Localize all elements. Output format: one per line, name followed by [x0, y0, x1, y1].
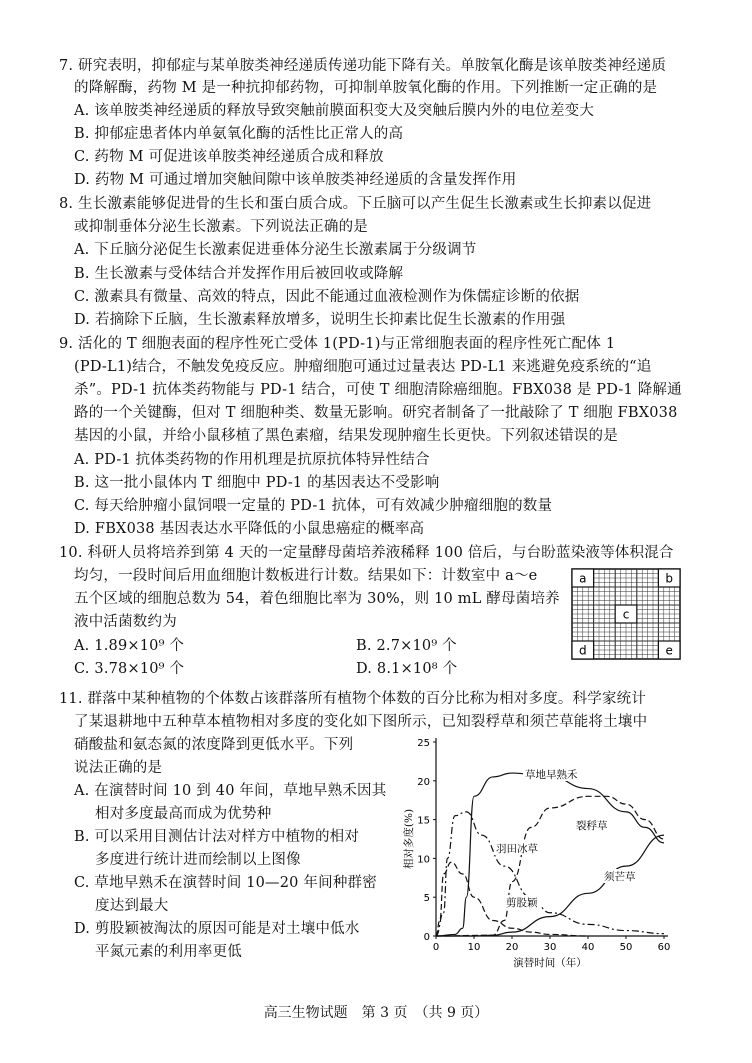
q11-option-c-line2: 度达到最大 [95, 898, 169, 914]
q7-stem-line2: 的降解酶，药物 M 是一种抗抑郁药物，可抑制单胺氧化酶的作用。下列推断一定正确的是 [74, 80, 658, 96]
q9-stem-line4: 路的一个关键酶，但对 T 细胞种类、数量无影响。研究者制备了一批敲除了 T 细胞 FBX038 [74, 405, 678, 421]
q11-option-d-line1: D. 剪股颖被淘汰的原因可能是对土壤中低水 [74, 921, 360, 937]
x-tick-label: 30 [543, 942, 557, 953]
q7-stem-line1: 7. 研究表明，抑郁症与某单胺类神经递质传递功能下降有关。单胺氧化酶是该单胺类神经递质 [59, 58, 667, 74]
q8-stem-line2: 或抑制垂体分泌生长激素。下列说法正确的是 [74, 219, 368, 235]
series-label-2: 羽田冰草 [496, 843, 538, 855]
q9-option-b: B. 这一批小鼠体内 T 细胞中 PD-1 的基因表达不受影响 [74, 475, 440, 491]
x-tick-label: 10 [467, 942, 481, 953]
y-axis-label: 相对多度(%) [403, 808, 415, 870]
q9-stem-line3: 杀”。PD-1 抗体类药物能与 PD-1 结合，可使 T 细胞清除癌细胞。FBX038 是 PD-1 降解通 [74, 382, 682, 398]
q10-option-d: D. 8.1×10⁸ 个 [356, 661, 458, 677]
y-tick-label: 20 [417, 776, 430, 788]
y-tick-label: 25 [417, 738, 430, 749]
q11-option-c-line1: C. 草地早熟禾在演替时间 10—20 年间种群密 [74, 875, 377, 891]
y-tick-label: 10 [417, 854, 430, 866]
q11-option-a-line1: A. 在演替时间 10 到 40 年间，草地早熟禾因其 [74, 783, 387, 799]
q11-option-b-line1: B. 可以采用目测估计法对样方中植物的相对 [74, 829, 360, 845]
q10-option-b: B. 2.7×10⁹ 个 [356, 638, 457, 654]
q10-option-a: A. 1.89×10⁹ 个 [74, 638, 185, 654]
x-tick-label: 40 [581, 942, 595, 953]
relative-abundance-chart [400, 734, 682, 974]
q9-option-a: A. PD-1 抗体类药物的作用机理是抗原抗体特异性结合 [74, 452, 430, 468]
q8-option-a: A. 下丘脑分泌促生长激素促进垂体分泌生长激素属于分级调节 [74, 242, 477, 258]
x-tick-label: 60 [657, 942, 671, 953]
series-label-3: 剪股颖 [506, 897, 538, 909]
q9-option-d: D. FBX038 基因表达水平降低的小鼠患癌症的概率高 [74, 521, 425, 537]
q11-option-d-line2: 平氮元素的利用率更低 [95, 944, 242, 960]
grid-label-d: d [578, 643, 587, 658]
q8-option-b: B. 生长激素与受体结合并发挥作用后被回收或降解 [74, 266, 404, 282]
q11-stem-line4: 说法正确的是 [74, 760, 163, 776]
q8-option-c: C. 激素具有微量、高效的特点，因此不能通过血液检测作为侏儒症诊断的依据 [74, 289, 580, 305]
q11-stem-line3: 硝酸盐和氨态氮的浓度降到更低水平。下列 [74, 737, 354, 753]
q7-option-a: A. 该单胺类神经递质的释放导致突触前膜面积变大及突触后膜内外的电位差变大 [74, 103, 595, 119]
q9-stem-line1: 9. 活化的 T 细胞表面的程序性死亡受体 1(PD-1)与正常细胞表面的程序性死亡配体 1 [59, 336, 616, 352]
series-line-0 [436, 773, 664, 936]
x-tick-label: 20 [505, 942, 519, 953]
q11-option-b-line2: 多度进行统计进而绘制以上图像 [95, 852, 301, 868]
series-label-1: 裂稃草 [576, 820, 608, 832]
q9-option-c: C. 每天给肿瘤小鼠饲喂一定量的 PD-1 抗体，可有效减少肿瘤细胞的数量 [74, 498, 553, 514]
q8-stem-line1: 8. 生长激素能够促进骨的生长和蛋白质合成。下丘脑可以产生促生长激素或生长抑素以促进 [59, 196, 652, 212]
q9-stem-line2: (PD-L1)结合，不触发免疫反应。肿瘤细胞可通过过量表达 PD-L1 来逃避免疫系统的“追 [74, 359, 652, 375]
q11-option-a-line2: 相对多度最高而成为优势种 [95, 806, 272, 822]
y-tick-label: 5 [423, 893, 430, 905]
q7-option-d: D. 药物 M 可通过增加突触间隙中该单胺类神经递质的含量发挥作用 [74, 172, 517, 188]
q8-option-d: D. 若摘除下丘脑，生长激素释放增多，说明生长抑素比促生长激素的作用强 [74, 312, 566, 328]
x-tick-label: 0 [432, 942, 440, 953]
q10-stem-line2: 均匀，一段时间后用血细胞计数板进行计数。结果如下：计数室中 a～e [74, 568, 538, 584]
page-footer: 高三生物试题 第 3 页 （共 9 页） [263, 1005, 489, 1021]
q10-stem-line4: 液中活菌数约为 [74, 614, 177, 630]
x-tick-label: 50 [619, 942, 633, 953]
q9-stem-line5: 基因的小鼠，并给小鼠移植了黑色素瘤，结果发现肿瘤生长更快。下列叙述错误的是 [74, 428, 618, 444]
hemocytometer-grid-figure [571, 568, 681, 660]
series-label-4: 须芒草 [604, 871, 636, 883]
q10-option-c: C. 3.78×10⁹ 个 [74, 661, 185, 677]
q11-stem-line1: 11. 群落中某种植物的个体数占该群落所有植物个体数的百分比称为相对多度。科学家统计 [59, 691, 647, 707]
q11-stem-line2: 了某退耕地中五种草本植物相对多度的变化如下图所示，已知裂稃草和须芒草能将土壤中 [74, 714, 648, 730]
grid-label-a: a [579, 571, 587, 586]
grid-label-c: c [622, 607, 630, 622]
q10-stem-line1: 10. 科研人员将培养到第 4 天的一定量酵母菌培养液稀释 100 倍后，与台盼蓝染液等体积混合 [59, 545, 674, 561]
q10-stem-line3: 五个区域的细胞总数为 54，着色细胞比率为 30%，则 10 mL 酵母菌培养 [74, 591, 560, 607]
grid-label-b: b [665, 571, 674, 586]
series-label-0: 草地早熟禾 [525, 769, 578, 781]
q7-option-b: B. 抑郁症患者体内单氨氧化酶的活性比正常人的高 [74, 126, 404, 142]
q7-option-c: C. 药物 M 可促进该单胺类神经递质合成和释放 [74, 149, 384, 165]
y-tick-label: 0 [423, 932, 430, 943]
grid-label-e: e [665, 643, 673, 658]
y-tick-label: 15 [417, 815, 430, 827]
x-axis-label: 演替时间（年） [513, 957, 587, 969]
